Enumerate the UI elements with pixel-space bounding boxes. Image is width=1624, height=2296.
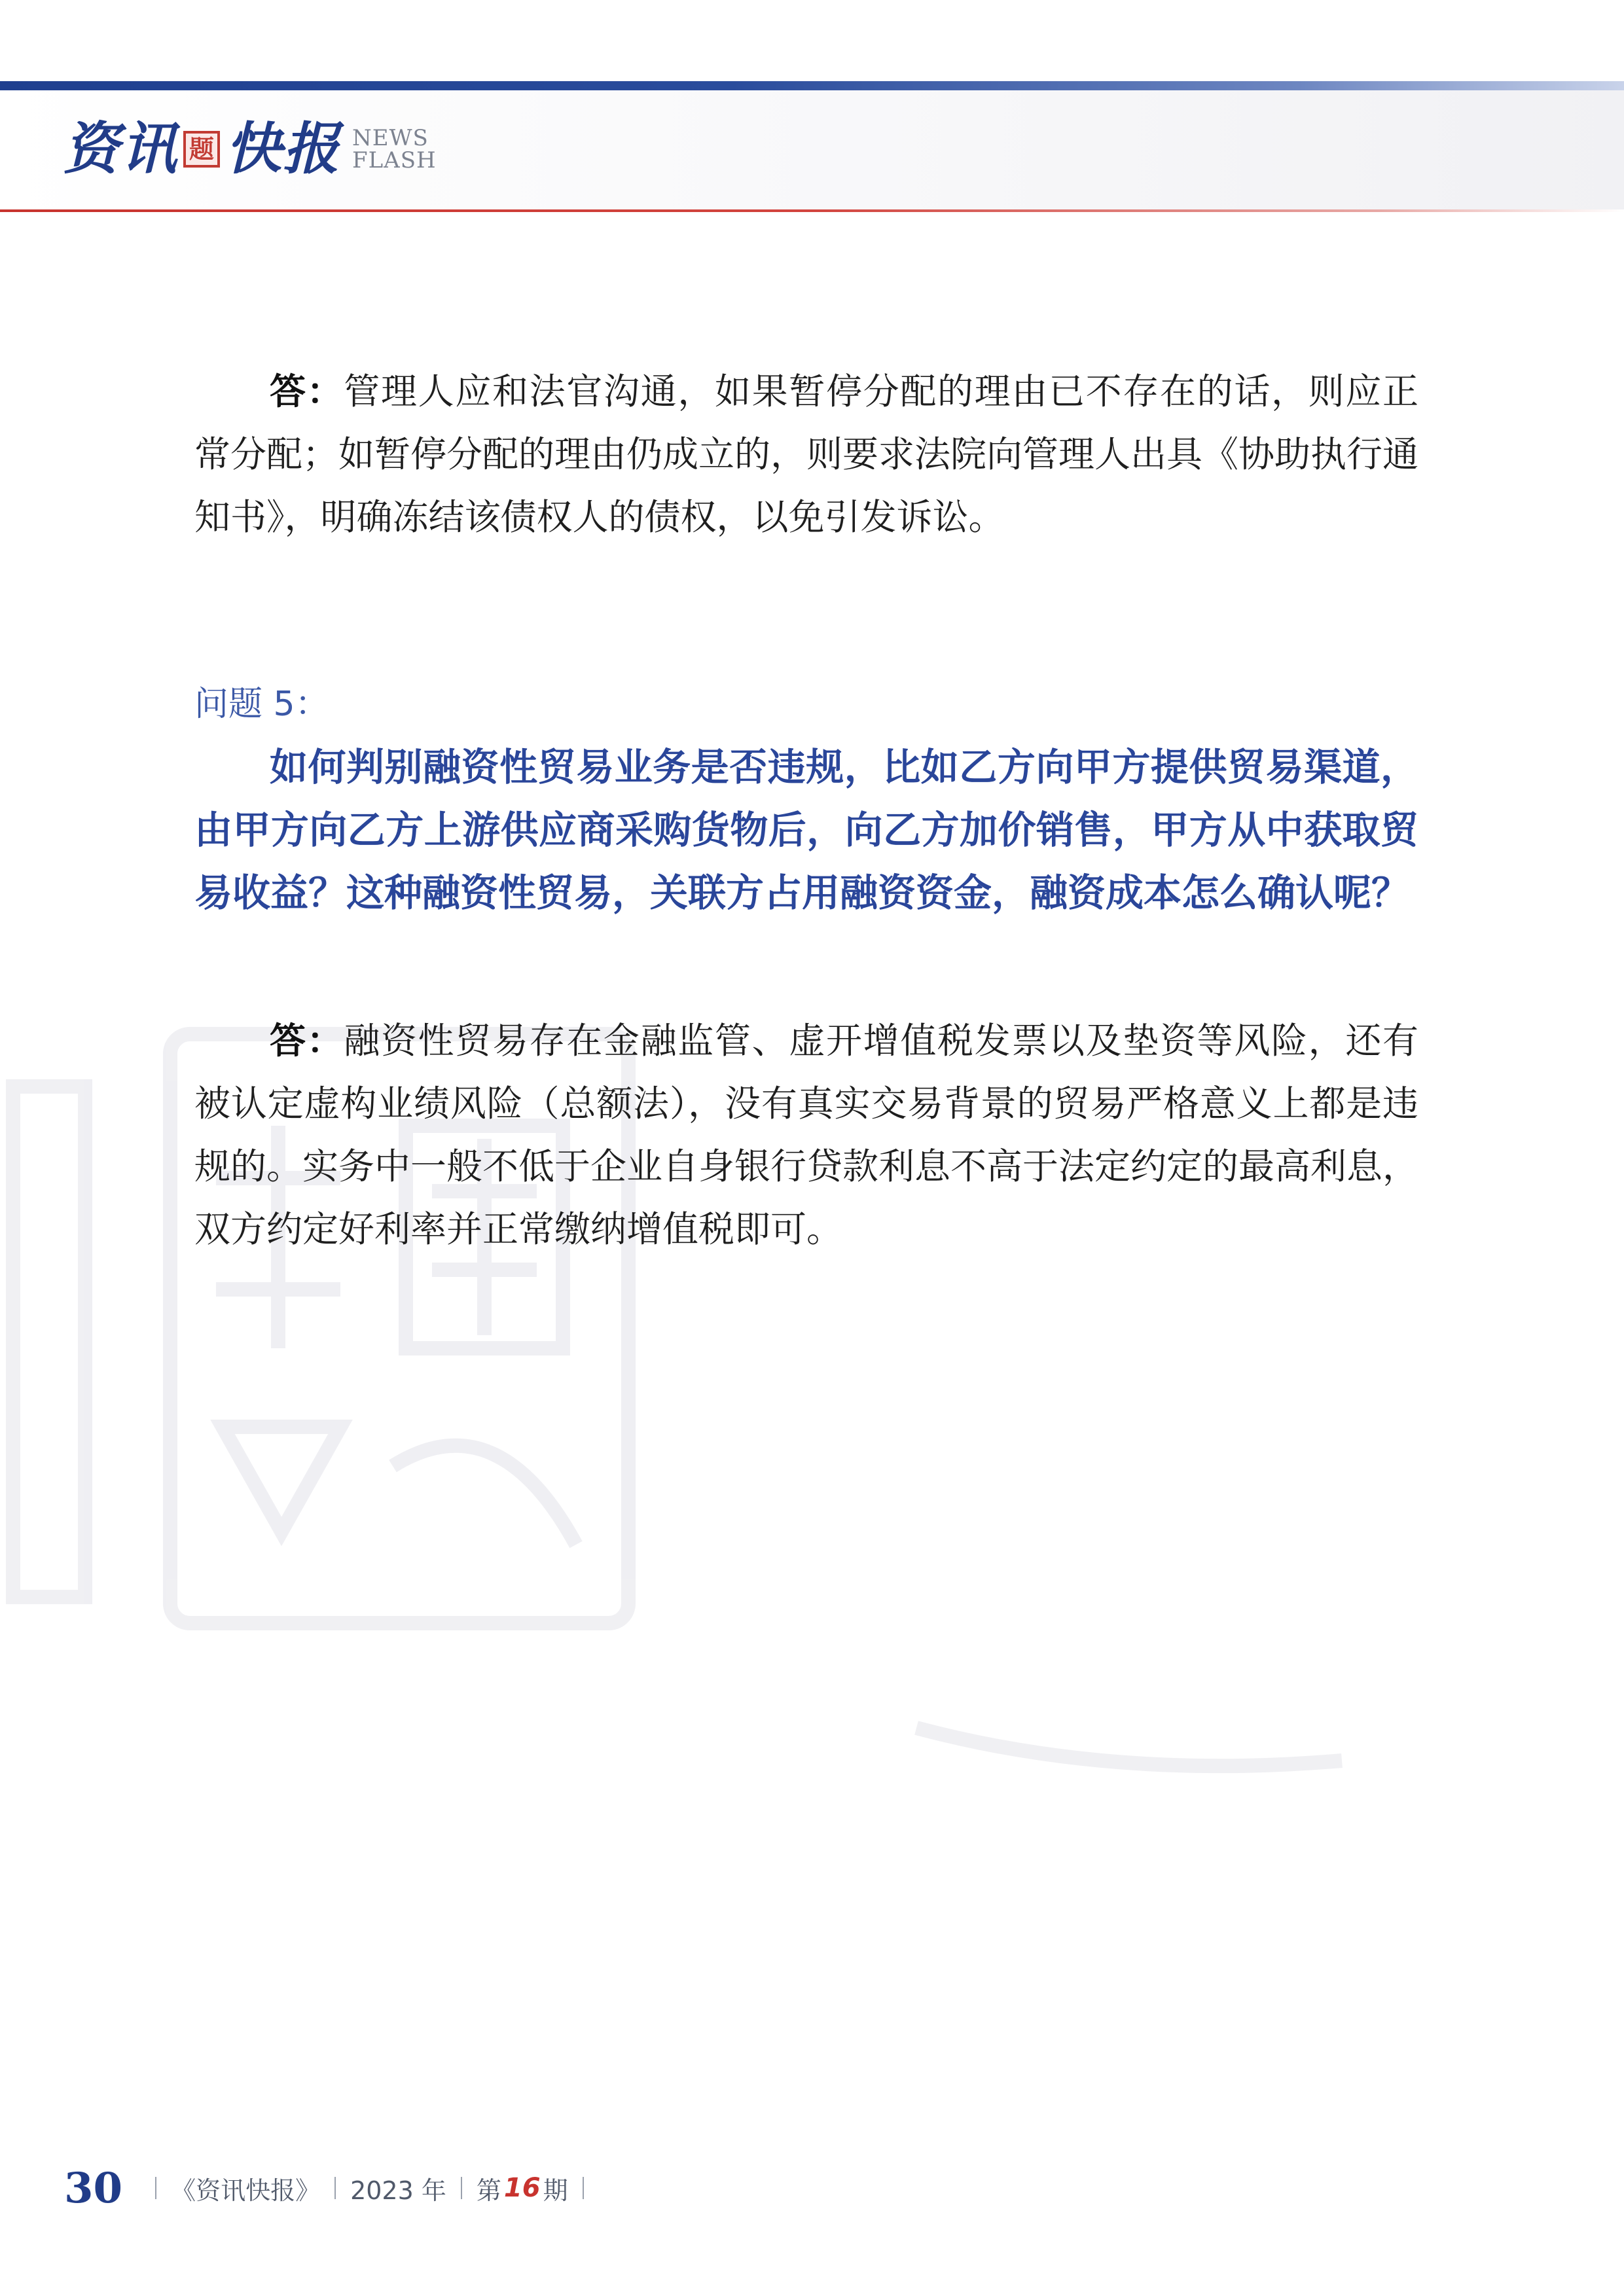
article-body	[194, 360, 1418, 1261]
news-flash-label	[352, 127, 437, 171]
news-text: NEWS	[352, 125, 429, 151]
logo-word-zixun: 资讯	[63, 116, 178, 182]
masthead-logo	[63, 110, 437, 188]
footer-divider	[155, 2177, 156, 2199]
issue-suffix: 期	[543, 2176, 568, 2205]
header-bottom-rule	[0, 209, 1624, 212]
issue-number: 16	[503, 2173, 541, 2203]
seal-char: 题	[189, 134, 214, 164]
publication-name: 《资讯快报》	[171, 2176, 321, 2205]
logo-word-kuaibao: 快报	[225, 116, 340, 182]
answer-text: 融资性贸易存在金融监管、虚开增值税发票以及垫资等风险，还有被认定虚构业绩风险（总额法），没有真实交易背景的贸易严格意义上都是违规的。实务中一般不低于企业自身银行贷款利息不高于法定约定的最高利息，双方约定好利率并正常缴纳增值税即可。	[194, 1020, 1419, 1250]
header-top-rule	[0, 81, 1624, 90]
page-footer	[64, 2159, 598, 2217]
answer-lead: 答：	[270, 1020, 344, 1062]
issue-prefix: 第	[476, 2176, 501, 2205]
answer-text: 管理人应和法官沟通，如果暂停分配的理由已不存在的话，则应正常分配；如暂停分配的理由仍成立的，则要求法院向管理人出具《协助执行通知书》，明确冻结该债权人的债权，以免引发诉讼。	[194, 370, 1419, 538]
answer-lead: 答：	[270, 370, 344, 412]
flash-text: FLASH	[352, 147, 437, 173]
seal-icon	[183, 131, 220, 168]
footer-divider	[334, 2177, 336, 2199]
answer-paragraph	[194, 360, 1418, 548]
footer-divider	[583, 2177, 584, 2199]
question-text: 如何判别融资性贸易业务是否违规，比如乙方向甲方提供贸易渠道，由甲方向乙方上游供应商采购货物后，向乙方加价销售，甲方从中获取贸易收益？这种融资性贸易，关联方占用融资资金，融资成本怎么确认呢？	[194, 745, 1418, 915]
footer-divider	[461, 2177, 462, 2199]
answer-paragraph	[194, 1009, 1418, 1261]
question-label: 问题 5：	[194, 685, 329, 724]
publication-year: 2023 年	[350, 2176, 446, 2205]
page-number: 30	[64, 2163, 123, 2213]
